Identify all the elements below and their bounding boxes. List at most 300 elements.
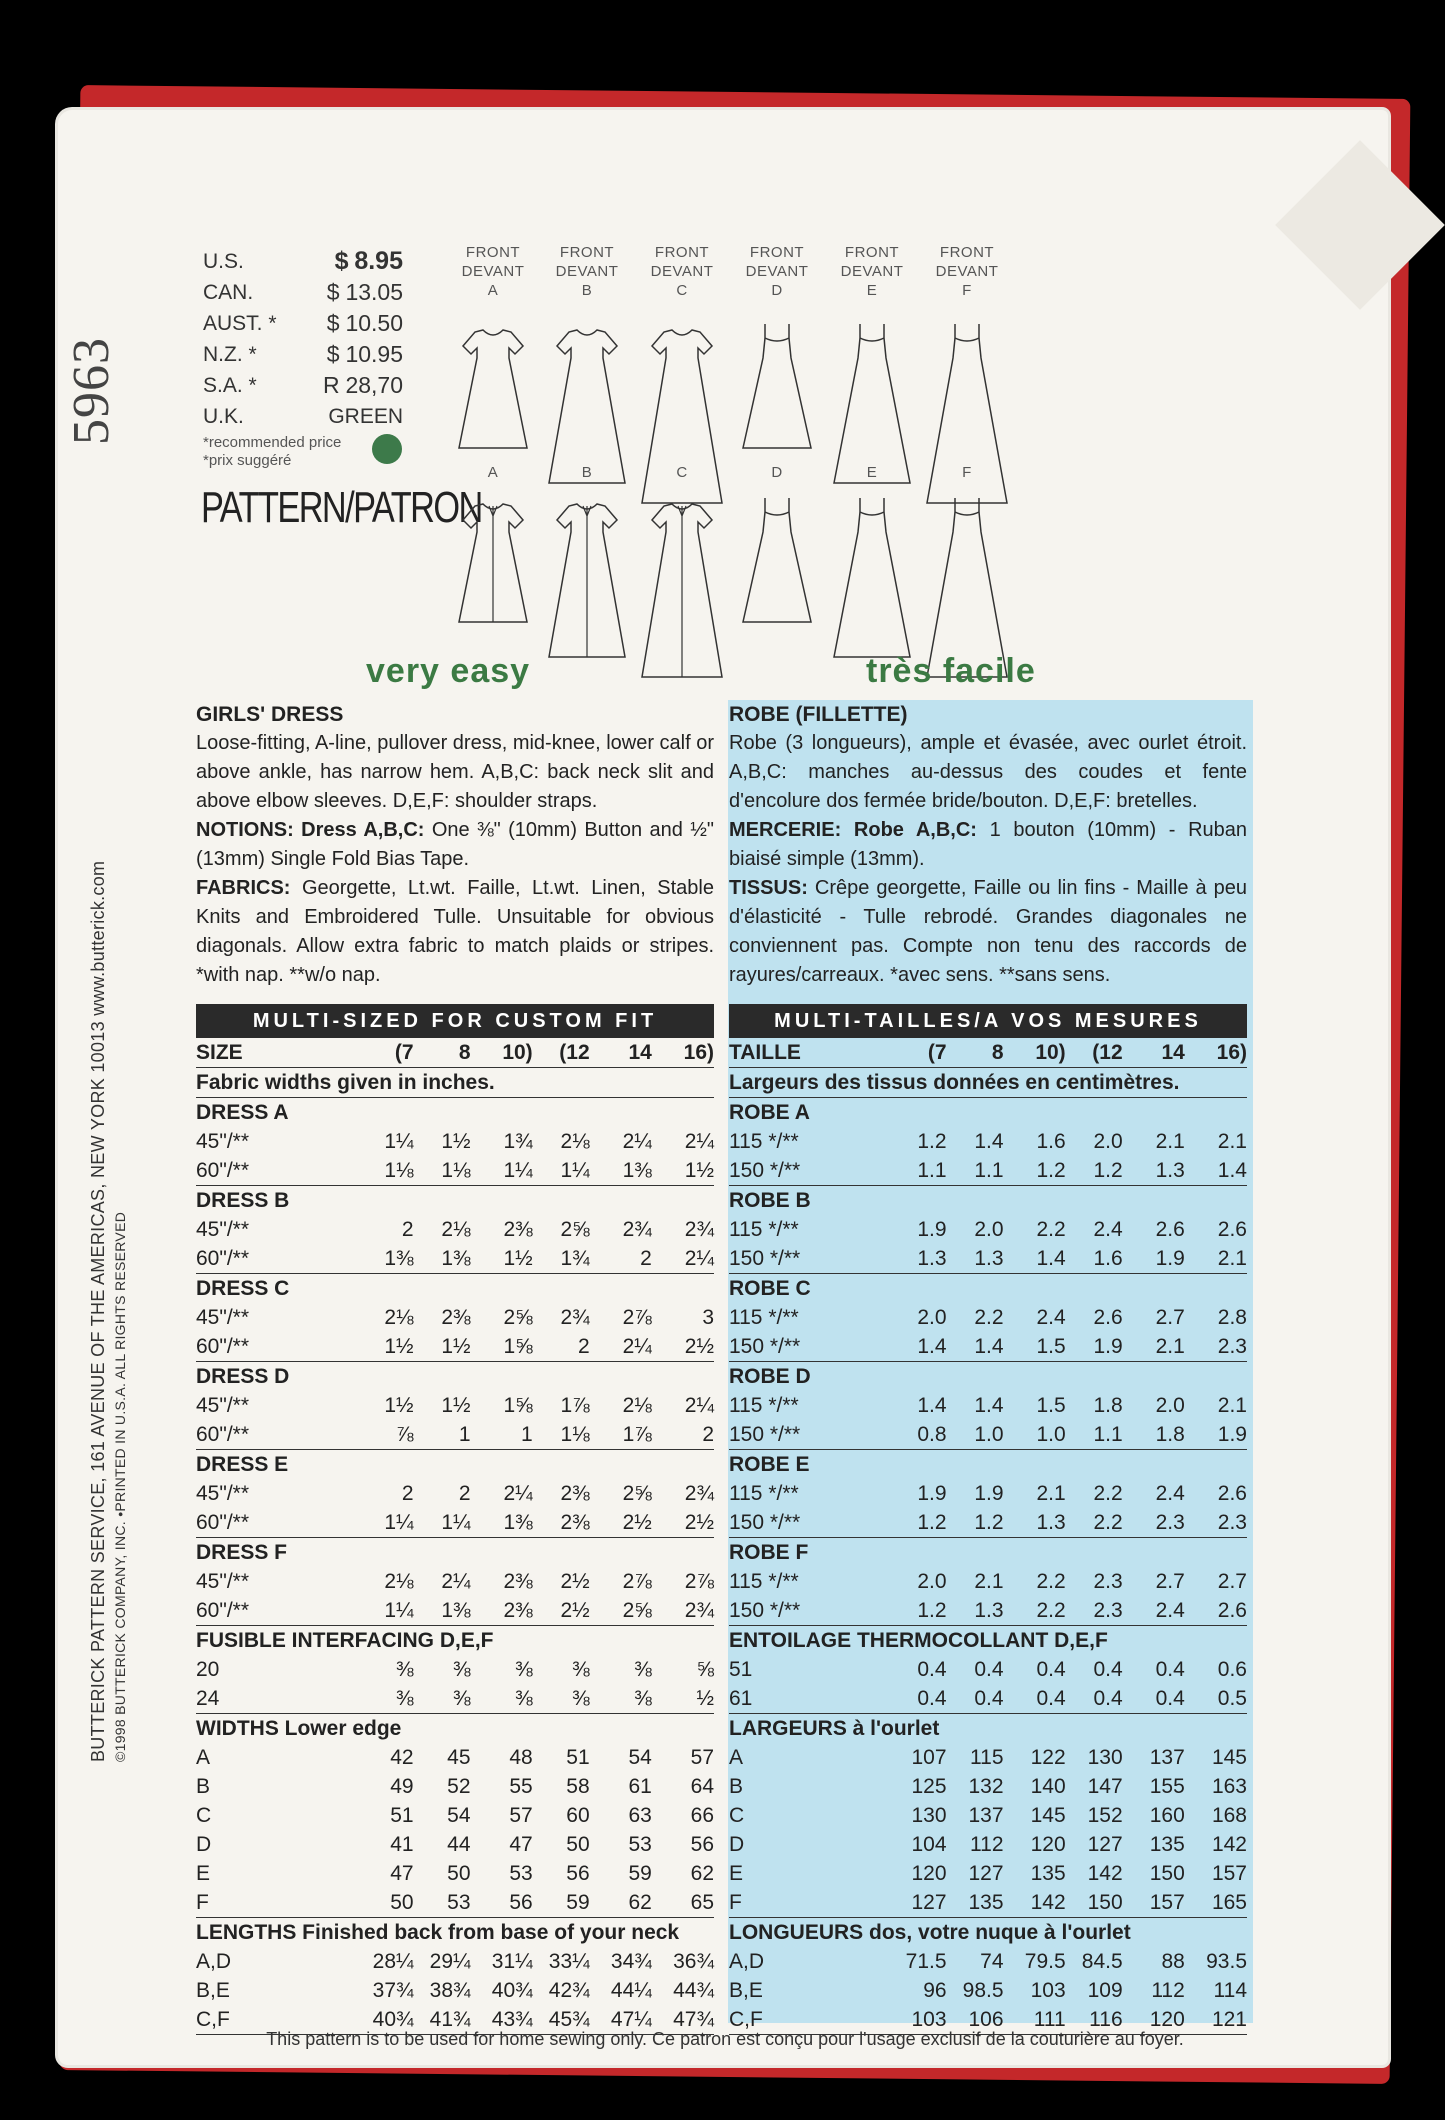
cell-value: 115 — [970, 1746, 1004, 1769]
table-row — [196, 1684, 714, 1714]
size-label: SIZE — [196, 1038, 362, 1068]
section-title-row — [196, 1538, 714, 1568]
table-row — [196, 1420, 714, 1450]
size-heading: 14 — [590, 1038, 652, 1068]
cell-value: 56 — [566, 1862, 590, 1885]
cell-value: 1¾ — [533, 1244, 590, 1274]
row-label: 45"/** — [196, 1570, 249, 1593]
cell-value: ⅜ — [533, 1684, 590, 1714]
section-title: LENGTHS Finished back from base of your neck — [196, 1921, 680, 1944]
devant-label: DEVANT — [935, 263, 999, 280]
table-row — [729, 1391, 1247, 1420]
cell-value: 84.5 — [1081, 1950, 1123, 1973]
price-value: 8.95 — [354, 247, 403, 275]
row-label: 60"/** — [196, 1508, 362, 1538]
size-heading: (7 — [362, 1038, 414, 1068]
notions-views: Robe A,B,C: — [853, 819, 977, 841]
front-label: FRONT — [559, 244, 615, 261]
cell-value: 57 — [690, 1746, 714, 1769]
cell-value: 61 — [628, 1775, 652, 1798]
cell-value: 135 — [947, 1888, 1004, 1918]
row-label: C — [196, 1804, 212, 1827]
cell-value: 1.4 — [1185, 1156, 1247, 1186]
fabric-width-note: Largeurs des tissus données en centimètres. — [729, 1068, 1247, 1098]
difficulty-en: very easy — [366, 652, 531, 690]
cell-value: 1⅜ — [590, 1156, 652, 1186]
view-letter: F — [962, 282, 972, 299]
price-country: U.K. — [203, 404, 244, 428]
section-title: DRESS F — [196, 1541, 288, 1564]
cell-value: 103 — [895, 2005, 947, 2035]
cell-value: 2⅜ — [441, 1306, 471, 1329]
garment-description: Loose-fitting, A-line, pullover dress, mid-knee, lower calf or above ankle, has narrow hem. A,B,C: back neck slit and above elbow sleeves. D,E,F: shoulder straps. — [196, 732, 715, 812]
size-heading: 10) — [471, 1038, 533, 1068]
dress-outline — [743, 498, 811, 622]
section-title-row — [196, 1626, 714, 1656]
cell-value: 142 — [1087, 1862, 1123, 1885]
cell-value: 1¼ — [362, 1508, 414, 1538]
cell-value: 2.6 — [1217, 1482, 1247, 1505]
back-seam — [583, 506, 591, 657]
sketch-label-front — [822, 243, 922, 300]
cell-value: 63 — [628, 1804, 652, 1827]
cell-value: 2¾ — [684, 1218, 714, 1241]
table-row — [729, 1655, 1247, 1684]
cell-value: 44 — [447, 1833, 471, 1856]
cell-value: 1⅛ — [362, 1156, 414, 1186]
section-title-row — [729, 1450, 1247, 1480]
cell-value: 53 — [414, 1888, 471, 1918]
row-label: B,E — [196, 1979, 230, 2002]
cell-value: 2.7 — [1217, 1570, 1247, 1593]
cell-value: 1½ — [384, 1394, 414, 1417]
cell-value: ⅜ — [453, 1658, 471, 1681]
section-title-row — [729, 1626, 1247, 1656]
cell-value: 2⅛ — [441, 1218, 471, 1241]
row-label: 115 */** — [729, 1482, 799, 1505]
cell-value: 120 — [911, 1862, 947, 1885]
cell-value: ⅜ — [590, 1684, 652, 1714]
price-currency: $ — [326, 310, 340, 336]
cell-value: 56 — [471, 1888, 533, 1918]
notions-views: Dress A,B,C: — [301, 819, 425, 841]
cell-value: 2¾ — [560, 1306, 590, 1329]
sketch-label-front — [632, 243, 732, 300]
cell-value: 40¾ — [491, 1979, 533, 2002]
row-label: 60"/** — [196, 1420, 362, 1450]
yardage-table — [729, 1038, 1247, 2035]
cell-value: 1.5 — [1004, 1332, 1066, 1362]
sketch-label-back: D — [771, 464, 783, 481]
cell-value: 1.4 — [1004, 1244, 1066, 1274]
cell-value: ⅜ — [572, 1658, 590, 1681]
cell-value: 54 — [628, 1746, 652, 1769]
cell-value: 2½ — [652, 1332, 714, 1362]
cell-value: 2 — [458, 1482, 471, 1505]
dress-outline — [927, 498, 1007, 677]
row-label: 45"/** — [196, 1218, 249, 1241]
garment-title: GIRLS' DRESS — [196, 703, 344, 726]
table-row — [729, 1947, 1247, 1976]
table-row — [196, 1479, 714, 1508]
table-row — [196, 1655, 714, 1684]
cell-value: 2¾ — [652, 1596, 714, 1626]
size-header-row — [196, 1038, 714, 1068]
table-row — [729, 1508, 1247, 1538]
cell-value: 1.9 — [1066, 1332, 1123, 1362]
cell-value: 155 — [1149, 1775, 1185, 1798]
price-row — [203, 277, 403, 308]
section-title-row — [729, 1274, 1247, 1304]
cell-value: 2⅛ — [384, 1306, 414, 1329]
cell-value: 44¼ — [610, 1979, 652, 2002]
english-column — [196, 700, 714, 2035]
cell-value: 55 — [509, 1775, 533, 1798]
cell-value: 135 — [1030, 1862, 1066, 1885]
cell-value: 62 — [690, 1862, 714, 1885]
section-title-row — [729, 1918, 1247, 1948]
french-column — [729, 700, 1247, 2035]
section-title-row — [196, 1362, 714, 1392]
cell-value: 48 — [509, 1746, 533, 1769]
cell-value: 2½ — [652, 1508, 714, 1538]
section-title: ROBE E — [729, 1453, 810, 1476]
cell-value: 2.3 — [1093, 1570, 1123, 1593]
section-title: ROBE C — [729, 1277, 811, 1300]
cell-value: 51 — [566, 1746, 590, 1769]
cell-value: 0.4 — [1155, 1658, 1185, 1681]
cell-value: 125 — [911, 1775, 947, 1798]
cell-value: 2¼ — [622, 1130, 652, 1153]
row-label: A — [729, 1746, 744, 1769]
cell-value: 2.4 — [1123, 1596, 1185, 1626]
cell-value: 2.1 — [1185, 1244, 1247, 1274]
cell-value: 1½ — [362, 1332, 414, 1362]
size-label: TAILLE — [729, 1038, 895, 1068]
cell-value: 2.2 — [974, 1306, 1004, 1329]
section-title: ROBE A — [729, 1101, 810, 1124]
fabric-width-note: Fabric widths given in inches. — [196, 1068, 714, 1098]
cell-value: 0.4 — [1123, 1684, 1185, 1714]
cell-value: 52 — [447, 1775, 471, 1798]
cell-value: 1.1 — [947, 1156, 1004, 1186]
cell-value: 47¼ — [590, 2005, 652, 2035]
cell-value: 2.7 — [1155, 1570, 1185, 1593]
garment-description: Robe (3 longueurs), ample et évasée, avec ourlet étroit. A,B,C: manches au-dessus des coudes et fente d'encolure dos fermée bride/bouton. D,E,F: bretelles. — [729, 732, 1247, 812]
section-title: DRESS C — [196, 1277, 290, 1300]
cell-value: 58 — [566, 1775, 590, 1798]
cell-value: 1.6 — [1036, 1130, 1066, 1153]
table-row — [196, 1244, 714, 1274]
cell-value: 41 — [390, 1833, 414, 1856]
cell-value: 45 — [447, 1746, 471, 1769]
table-row — [729, 1156, 1247, 1186]
row-label: 150 */** — [729, 1244, 895, 1274]
fabrics-text — [196, 874, 714, 990]
table-row — [196, 1947, 714, 1976]
cell-value: 1.9 — [917, 1218, 947, 1241]
cell-value: 36¾ — [673, 1950, 714, 1973]
cell-value: 2⅜ — [503, 1570, 533, 1593]
section-title-row — [196, 1098, 714, 1128]
section-title: FUSIBLE INTERFACING D,E,F — [196, 1629, 494, 1652]
sketch-label-back: E — [866, 464, 878, 481]
cell-value: 106 — [947, 2005, 1004, 2035]
size-heading: 8 — [414, 1038, 471, 1068]
cell-value: 1.4 — [917, 1394, 947, 1417]
cell-value: 130 — [1087, 1746, 1123, 1769]
sketch-label-front — [727, 243, 827, 300]
cell-value: 2 — [652, 1420, 714, 1450]
cell-value: 2⅝ — [622, 1482, 652, 1505]
cell-value: 42 — [390, 1746, 414, 1769]
cell-value: 2¼ — [652, 1244, 714, 1274]
sketch-label-back: A — [487, 464, 499, 481]
cell-value: 2.6 — [1185, 1596, 1247, 1626]
cell-value: 109 — [1087, 1979, 1123, 2002]
row-label: A,D — [729, 1950, 765, 1973]
table-row — [729, 1830, 1247, 1859]
cell-value: 2¼ — [590, 1332, 652, 1362]
notions-text — [196, 816, 714, 874]
section-title-row — [729, 1538, 1247, 1568]
table-row — [196, 1801, 714, 1830]
row-label: 115 */** — [729, 1130, 799, 1153]
cell-value: 1¼ — [362, 1596, 414, 1626]
table-row — [196, 1772, 714, 1801]
size-heading: 10) — [1004, 1038, 1066, 1068]
price-currency: $ — [326, 341, 340, 367]
sketch-label-back: B — [581, 464, 593, 481]
dress-outline — [459, 330, 527, 448]
cell-value: 1.2 — [895, 1508, 947, 1538]
cell-value: 2.3 — [1185, 1332, 1247, 1362]
cell-value: ⅜ — [396, 1658, 414, 1681]
cell-value: 2¼ — [684, 1394, 714, 1417]
cell-value: 2.1 — [1217, 1394, 1247, 1417]
price-currency: R — [322, 372, 340, 398]
garment-title: ROBE (FILLETTE) — [729, 703, 908, 726]
notions-label: MERCERIE: — [729, 819, 842, 841]
row-label: D — [196, 1833, 212, 1856]
cell-value: 49 — [390, 1775, 414, 1798]
brand-line: PATTERN/PATRON — [201, 483, 482, 532]
fabrics-label: FABRICS: — [196, 877, 291, 899]
table-row — [196, 1391, 714, 1420]
sketch-label-back: C — [676, 464, 688, 481]
fabrics-text — [729, 874, 1247, 990]
cell-value: 2.8 — [1217, 1306, 1247, 1329]
section-title: ROBE D — [729, 1365, 811, 1388]
cell-value: 0.4 — [917, 1658, 947, 1681]
section-title: ROBE B — [729, 1189, 811, 1212]
cell-value: 98.5 — [962, 1979, 1004, 2002]
fabrics-detail: Crêpe georgette, Faille ou lin fins - Maille à peu d'élasticité - Tulle rebrodé. Grandes diagonales ne conviennent pas. Compte non tenu des raccords de rayures/carreaux. *avec sens. **sans sens. — [729, 877, 1247, 986]
cell-value: 1.1 — [895, 1156, 947, 1186]
cell-value: 2⅞ — [622, 1306, 652, 1329]
cell-value: 28¼ — [372, 1950, 414, 1973]
cell-value: 34¾ — [610, 1950, 652, 1973]
devant-label: DEVANT — [650, 263, 714, 280]
sketch-label-back: F — [962, 464, 972, 481]
cell-value: 142 — [1211, 1833, 1247, 1856]
devant-label: DEVANT — [745, 263, 809, 280]
row-label: 60"/** — [196, 1244, 362, 1274]
cell-value: 147 — [1087, 1775, 1123, 1798]
cell-value: 120 — [1030, 1833, 1066, 1856]
cell-value: 2.3 — [1123, 1508, 1185, 1538]
section-title-row — [196, 1450, 714, 1480]
front-label: FRONT — [654, 244, 710, 261]
table-row — [729, 1332, 1247, 1362]
row-label: 115 */** — [729, 1218, 799, 1241]
yardage-table — [196, 1038, 714, 2035]
cell-value: ⅜ — [515, 1658, 533, 1681]
table-row — [729, 1743, 1247, 1772]
row-label: 60"/** — [196, 1596, 362, 1626]
back-sketch-b — [537, 492, 637, 692]
cell-value: 1.9 — [917, 1482, 947, 1505]
cell-value: 2½ — [560, 1570, 590, 1593]
table-row — [196, 1156, 714, 1186]
table-row — [196, 1830, 714, 1859]
cell-value: 1 — [414, 1420, 471, 1450]
cell-value: 2⅛ — [560, 1130, 590, 1153]
cell-value: 1.2 — [947, 1508, 1004, 1538]
section-title: ROBE F — [729, 1541, 809, 1564]
notions-text — [729, 816, 1247, 874]
cell-value: 2.0 — [917, 1306, 947, 1329]
cell-value: ½ — [652, 1684, 714, 1714]
cell-value: 103 — [1030, 1979, 1066, 2002]
table-row — [729, 1859, 1247, 1888]
row-label: 20 — [196, 1658, 220, 1681]
front-sketch-b — [537, 318, 637, 518]
row-label: 115 */** — [729, 1306, 799, 1329]
cell-value: 50 — [447, 1862, 471, 1885]
price-value: 28,70 — [345, 372, 403, 398]
back-seam — [489, 506, 497, 622]
section-title-row — [729, 1098, 1247, 1128]
devant-label: DEVANT — [555, 263, 619, 280]
section-title: LONGUEURS dos, votre nuque à l'ourlet — [729, 1921, 1131, 1944]
table-row — [729, 1303, 1247, 1332]
sketch-label-front — [443, 243, 543, 300]
table-row — [196, 1743, 714, 1772]
row-label: 150 */** — [729, 1420, 895, 1450]
row-label: 24 — [196, 1684, 362, 1714]
cell-value: 2⅜ — [560, 1482, 590, 1505]
cell-value: 29¼ — [429, 1950, 471, 1973]
cell-value: 1¼ — [384, 1130, 414, 1153]
table-row — [729, 1801, 1247, 1830]
cell-value: 1.9 — [1123, 1244, 1185, 1274]
price-list — [203, 246, 403, 432]
section-title-row — [729, 1186, 1247, 1216]
view-letter: A — [487, 282, 499, 299]
cell-value: 1¼ — [471, 1156, 533, 1186]
notions-label: NOTIONS: — [196, 819, 294, 841]
cell-value: 53 — [509, 1862, 533, 1885]
cell-value: 122 — [1030, 1746, 1066, 1769]
size-heading: 16) — [652, 1038, 714, 1068]
cell-value: 112 — [970, 1833, 1004, 1856]
cell-value: 120 — [1123, 2005, 1185, 2035]
cell-value: 114 — [1213, 1979, 1247, 2002]
notions-detail: One ⅜" (10mm) Button and ½" (13mm) Single Fold Bias Tape. — [196, 819, 714, 870]
row-label: 45"/** — [196, 1306, 249, 1329]
price-value: 13.05 — [345, 279, 403, 305]
cell-value: 0.4 — [1004, 1684, 1066, 1714]
size-heading: 14 — [1123, 1038, 1185, 1068]
cell-value: 2⅜ — [533, 1508, 590, 1538]
cell-value: 2⅝ — [560, 1218, 590, 1241]
table-row — [196, 1303, 714, 1332]
cell-value: 2¼ — [441, 1570, 471, 1593]
price-country: AUST. * — [203, 311, 277, 335]
cell-value: 165 — [1185, 1888, 1247, 1918]
cell-value: 152 — [1087, 1804, 1123, 1827]
table-row — [196, 1127, 714, 1156]
cell-value: 1½ — [441, 1394, 471, 1417]
table-row — [196, 1508, 714, 1538]
copyright-line: ©1998 BUTTERICK COMPANY, INC. •PRINTED IN U.S.A. ALL RIGHTS RESERVED — [112, 1211, 128, 1762]
cell-value: 59 — [533, 1888, 590, 1918]
cell-value: 137 — [1149, 1746, 1185, 1769]
cell-value: 160 — [1149, 1804, 1185, 1827]
cell-value: 62 — [590, 1888, 652, 1918]
section-title-row — [196, 1714, 714, 1744]
cell-value: 2.3 — [1066, 1596, 1123, 1626]
price-currency: $ — [326, 279, 340, 305]
cell-value: 0.4 — [947, 1684, 1004, 1714]
cell-value: 40¾ — [362, 2005, 414, 2035]
dress-outline — [834, 324, 910, 483]
cell-value: 2⅜ — [471, 1596, 533, 1626]
difficulty-fr: très facile — [866, 652, 1036, 690]
cell-value: 0.8 — [895, 1420, 947, 1450]
cell-value: 60 — [566, 1804, 590, 1827]
table-row — [729, 1684, 1247, 1714]
row-label: 45"/** — [196, 1482, 249, 1505]
cell-value: 2.2 — [1036, 1218, 1066, 1241]
cell-value: 0.4 — [974, 1658, 1004, 1681]
front-sketch-e — [822, 318, 922, 518]
cell-value: 50 — [362, 1888, 414, 1918]
cell-value: 111 — [1004, 2005, 1066, 2035]
table-row — [729, 1596, 1247, 1626]
cell-value: 74 — [980, 1950, 1004, 1973]
section-title-row — [196, 1274, 714, 1304]
row-label: 150 */** — [729, 1332, 895, 1362]
cell-value: 140 — [1030, 1775, 1066, 1798]
cell-value: 2.6 — [1217, 1218, 1247, 1241]
price-note-fr: *prix suggéré — [203, 452, 292, 469]
cell-value: 31¼ — [491, 1950, 533, 1973]
multi-size-bar: MULTI-TAILLES/A VOS MESURES — [729, 1004, 1247, 1038]
cell-value: 2.1 — [1217, 1130, 1247, 1153]
cell-value: 116 — [1066, 2005, 1123, 2035]
table-row — [729, 1772, 1247, 1801]
cell-value: 142 — [1004, 1888, 1066, 1918]
cell-value: 1⅜ — [414, 1244, 471, 1274]
cell-value: 1¾ — [503, 1130, 533, 1153]
home-sewing-notice: This pattern is to be used for home sewing only. Ce patron est conçu pour l'usage exclusif de la couturière au foyer. — [266, 2029, 1184, 2049]
cell-value: 2 — [401, 1482, 414, 1505]
cell-value: 2⅝ — [503, 1306, 533, 1329]
cell-value: 41¾ — [414, 2005, 471, 2035]
cell-value: 1.3 — [895, 1244, 947, 1274]
